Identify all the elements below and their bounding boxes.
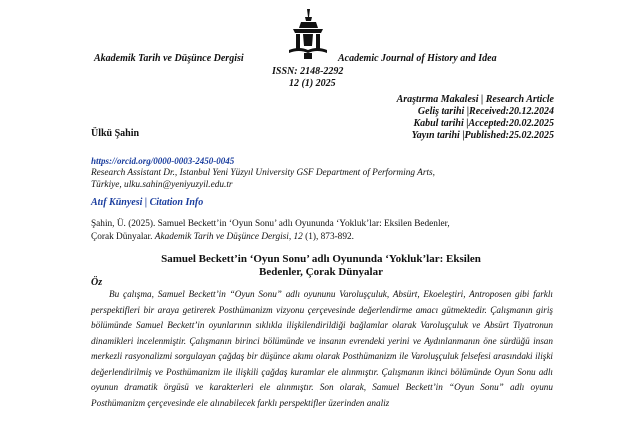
article-title-line1: Samuel Beckett’in ‘Oyun Sonu’ adlı Oyununda ‘Yokluk’lar: Eksilen (161, 253, 481, 265)
author-affiliation-line2: Türkiye, ulku.sahin@yeniyuzyil.edu.tr (91, 180, 233, 190)
journal-issn: ISSN: 2148-2292 (272, 66, 344, 77)
journal-name-tr: Akademik Tarih ve Düşünce Dergisi (94, 53, 244, 64)
received-date: Geliş tarihi |Received:20.12.2024 (417, 106, 554, 117)
accepted-date: Kabul tarihi |Accepted:20.02.2025 (413, 118, 554, 129)
citation-journal-italic: Akademik Tarih ve Düşünce Dergisi, 12 (154, 232, 303, 242)
article-title-line2: Bedenler, Çorak Dünyalar (259, 266, 383, 278)
journal-logo (283, 8, 333, 66)
journal-issue: 12 (1) 2025 (289, 78, 336, 89)
citation-line2-plain: Çorak Dünyalar. (91, 232, 155, 242)
orcid-link[interactable]: https://orcid.org/0000-0003-2450-0045 (91, 156, 235, 166)
published-date: Yayın tarihi |Published:25.02.2025 (411, 130, 554, 141)
author-name: Ülkü Şahin (91, 128, 140, 139)
citation-line2 (91, 232, 354, 242)
article-type: Araştırma Makalesi | Research Article (396, 94, 554, 105)
abstract-body: Bu çalışma, Samuel Beckett’in “Oyun Sonu” adlı oyununu Varoluşçuluk, Absürt, Ekoeleştiri, Antroposen gibi farklı perspektifleri bir araya getirerek Posthümanizm vizyonu çerçevesinde değerlendirme amacı gütmektedir. Çalışmanın giriş bölümünde Samuel Beckett’in oyunlarının sıklıkla ilişkilendirildiği bağlamlar olarak Varoluşçuluk ve Absürt Tiyatronun dinamikleri incelenmiştir. Çalışmanın birinci bölümünde ve insanın evrendeki yerini ve Aydınlanmanın öne sürdüğü insan merkezli rasyonalizmi sorgulayan çağdaş bir düşünce akımı olarak Posthümanizm ile Varoluşçuluk felsefesi arasındaki ilişki değerlendirilmiş ve Posthümanizm ile ilişkili çağdaş kuramlar ele alınmıştır. Çalışmanın ikinci bölümünde Oyun Sonu adlı oyunun dramatik örgüsü ve karakterleri ele alınmıştır. Son olarak, Samuel Beckett’in “Oyun Sonu” adlı oyunu Posthümanizm çerçevesinde ele alınabilecek farklı perspektifler üzerinden analiz (91, 289, 553, 408)
citation-line1: Şahin, Ü. (2025). Samuel Beckett’in ‘Oyun Sonu’ adlı Oyununda ‘Yokluk’lar: Eksilen Bedenler, (91, 219, 450, 229)
abstract-heading: Öz (91, 277, 103, 288)
journal-name-en: Academic Journal of History and Idea (338, 53, 497, 64)
author-affiliation-line1: Research Assistant Dr., Istanbul Yeni Yüzyıl University GSF Department of Performing Arts, (91, 168, 435, 178)
citation-line2-end: (1), 873-892. (302, 232, 354, 242)
citation-heading: Atıf Künyesi | Citation Info (91, 197, 204, 208)
